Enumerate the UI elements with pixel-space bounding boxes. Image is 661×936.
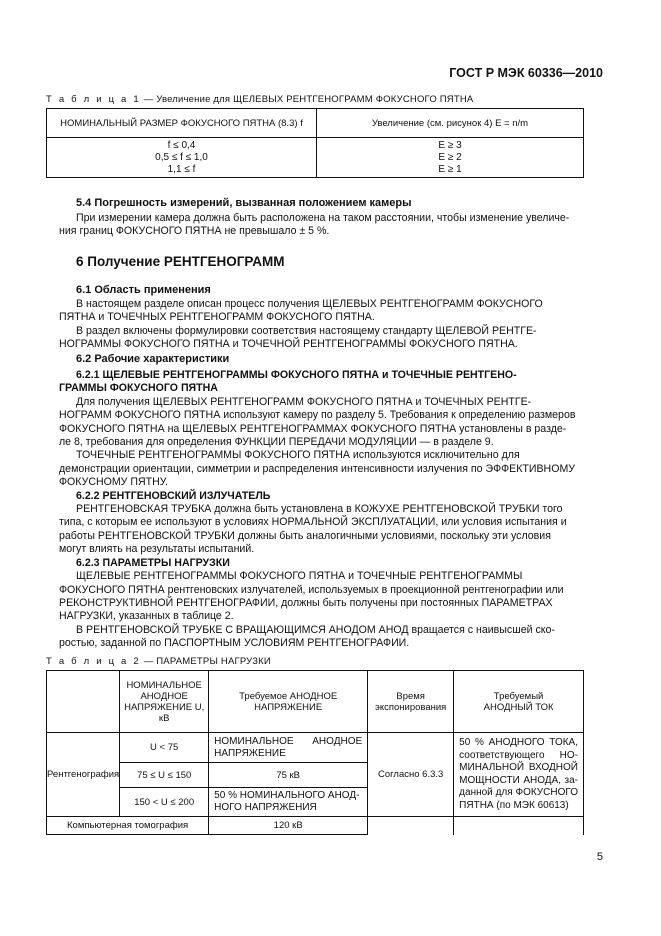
text-line: ния границ ФОКУСНОГО ПЯТНА не превышало ± 5 %. [59, 225, 330, 238]
table2-u-lt-75: U < 75 [120, 733, 209, 763]
text-line: НОГРАММЫ ФОКУСНОГО ПЯТНА и ТОЧЕЧНОЙ РЕНТГЕНОГРАММЫ ФОКУСНОГО ПЯТНА. [59, 338, 518, 351]
text-line: Время [396, 690, 425, 702]
text-line: ФОКУСНОГО ПЯТНА рентгеновских излучателей, используемых в проекционной рентгенографии или [59, 583, 564, 596]
table1-mag-cell [317, 138, 584, 178]
table1-caption-text: — Увеличение для ЩЕЛЕВЫХ РЕНТГЕНОГРАММ ФОКУСНОГО ПЯТНА [140, 94, 474, 105]
subsection-6-2-2-title: 6.2.2 РЕНТГЕНОВСКИЙ ИЗЛУЧАТЕЛЬ [76, 489, 271, 502]
text-line: Требуемое АНОДНОЕ [239, 690, 338, 702]
table2-v-50pct: 50 % НОМИНАЛЬНОГО АНОД-НОГО НАПРЯЖЕНИЯ [209, 788, 368, 817]
subsection-6-2-3-title: 6.2.3 ПАРАМЕТРЫ НАГРУЗКИ [76, 556, 230, 569]
text-line: ПЯТНА и ТОЧЕЧНЫХ РЕНТГЕНОГРАММ ФОКУСНОГО ПЯТНА. [59, 311, 375, 324]
table2 [46, 670, 584, 835]
text-line: В раздел включены формулировки соответствия настоящему стандарту ЩЕЛЕВОЙ РЕНТГЕ- [76, 324, 537, 337]
table-row: E ≥ 2 [438, 151, 462, 163]
text-line: работы РЕНТГЕНОВСКОЙ ТРУБКИ должны быть аналогичными условиями, поскольку эти условия [59, 529, 551, 542]
table2-header-required-voltage [209, 671, 368, 733]
table2-caption-prefix: Т а б л и ц а 2 [46, 656, 141, 667]
table1-caption-prefix: Т а б л и ц а 1 [46, 94, 141, 105]
section-6-1-text [59, 298, 585, 352]
page-number: 5 [596, 851, 603, 863]
text-line: АНОДНОЕ [140, 690, 188, 702]
section-5-4-title: 5.4 Погрешность измерений, вызванная положением камеры [76, 197, 412, 209]
table2-caption-text: — ПАРАМЕТРЫ НАГРУЗКИ [140, 656, 271, 667]
table-row: f ≤ 0,4 [167, 139, 196, 151]
text-line: Для получения ЩЕЛЕВЫХ РЕНТГЕНОГРАММ ФОКУСНОГО ПЯТНА и ТОЧЕЧНЫХ РЕНТГЕ- [76, 395, 532, 408]
text-line: НАГРУЗКИ, указанных в таблице 2. [59, 610, 234, 623]
text-line: ле 8, требования для определения ФУНКЦИИ ПЕРЕДАЧИ МОДУЛЯЦИИ — в разделе 9. [59, 436, 494, 449]
table2-v-75kv: 75 кВ [209, 763, 368, 788]
section-5-4-text [59, 212, 585, 239]
text-line: демонстрации ориентации, симметрии и распределения интенсивности излучения по ЭФФЕКТИВНОМУ [59, 462, 576, 475]
text-line: ЩЕЛЕВЫЕ РЕНТГЕНОГРАММЫ ФОКУСНОГО ПЯТНА и ТОЧЕЧНЫЕ РЕНТГЕНОГРАММЫ [76, 570, 523, 583]
table1-caption [46, 94, 473, 105]
table2-row-ct: Компьютерная томография [47, 817, 209, 835]
table2-row-radiography: Рентгенография [47, 733, 120, 817]
table1-header-magnification: Увеличение (см. рисунок 4) E = n/m [317, 109, 584, 138]
section-6-title: 6 Получение РЕНТГЕНОГРАММ [76, 254, 285, 269]
text-line: В РЕНТГЕНОВСКОЙ ТРУБКЕ С ВРАЩАЮЩИМСЯ АНОДОМ АНОД вращается с наивысшей ско- [76, 623, 555, 636]
text-line: АНОДНЫЙ ТОК [483, 701, 554, 713]
table-row: 1,1 ≤ f [167, 163, 196, 175]
text-line: ростью, заданной по ПАСПОРТНЫМ УСЛОВИЯМ РЕНТГЕНОГРАФИИ. [59, 637, 410, 650]
text-line: экспонирования [375, 701, 447, 713]
text-line: РЕНТГЕНОВСКАЯ ТРУБКА должна быть установлена в КОЖУХЕ РЕНТГЕНОВСКОЙ ТРУБКИ того [76, 503, 563, 516]
table2-required-current: 50 % АНОДНОГО ТОКА, соответствующего НО-МИНАЛЬНОЙ ВХОДНОЙ МОЩНОСТИ АНОДА, за-данной для ФОКУСНОГО ПЯТНА (по МЭК 60613) [454, 733, 584, 817]
table2-header-time [368, 671, 454, 733]
text-line: РЕКОНСТРУКТИВНОЙ РЕНТГЕНОГРАФИИ, должны быть получены при постоянных ПАРАМЕТРАХ [59, 596, 553, 609]
table2-ct-time-empty [368, 817, 454, 835]
table2-u-75-150: 75 ≤ U ≤ 150 [120, 763, 209, 788]
table1-header-size: НОМИНАЛЬНЫЙ РАЗМЕР ФОКУСНОГО ПЯТНА (8.3) f [47, 109, 317, 138]
text-line: НАПРЯЖЕНИЕ U, [124, 701, 205, 713]
text-line: НОГРАММ ФОКУСНОГО ПЯТНА используют камеру по разделу 5. Требования к определению размеров [59, 409, 576, 422]
text-line: ФОКУСНОГО ПЯТНА на ЩЕЛЕВЫХ РЕНТГЕНОГРАММАХ ФОКУСНОГО ПЯТНА установлены в разде- [59, 422, 567, 435]
table2-header-voltage [120, 671, 209, 733]
table-row: E ≥ 3 [438, 139, 462, 151]
text-line: Требуемый [493, 690, 544, 702]
text-line: могут влиять на результаты испытаний. [59, 543, 255, 556]
text-line: В настоящем разделе описан процесс получения ЩЕЛЕВЫХ РЕНТГЕНОГРАММ ФОКУСНОГО [76, 298, 543, 310]
text-line: кВ [158, 712, 170, 724]
subsection-6-2-1-title: ГРАММЫ ФОКУСНОГО ПЯТНА [59, 382, 218, 395]
text-line: При измерении камера должна быть расположена на таком расстоянии, чтобы изменение увеличе- [76, 212, 570, 224]
text-line: ТОЧЕЧНЫЕ РЕНТГЕНОГРАММЫ ФОКУСНОГО ПЯТНА используются исключительно для [76, 449, 520, 462]
table2-ct-current-empty [454, 817, 584, 835]
table2-u-150-200: 150 < U ≤ 200 [120, 788, 209, 817]
document-id: ГОСТ Р МЭК 60336—2010 [449, 66, 603, 80]
section-6-2-title: 6.2 Рабочие характеристики [76, 353, 230, 365]
table2-v-120kv: 120 кВ [209, 817, 368, 835]
table2-header-current [454, 671, 584, 733]
text-line: ФОКУСНОМУ ПЯТНУ. [59, 476, 169, 489]
section-6-1-title: 6.1 Область применения [76, 284, 211, 296]
table-row: E ≥ 1 [438, 163, 462, 175]
table-row: 0,5 ≤ f ≤ 1,0 [155, 151, 208, 163]
table1 [46, 108, 584, 178]
text-line: типа, с которым ее используют в условиях НОРМАЛЬНОЙ ЭКСПЛУАТАЦИИ, или условия испытания и [59, 516, 567, 529]
table2-v-nominal: НОМИНАЛЬНОЕ АНОДНОЕ НАПРЯЖЕНИЕ [209, 733, 368, 763]
subsection-6-2-1-title: 6.2.1 ЩЕЛЕВЫЕ РЕНТГЕНОГРАММЫ ФОКУСНОГО ПЯТНА и ТОЧЕЧНЫЕ РЕНТГЕНО- [76, 369, 517, 381]
table2-header-blank [47, 671, 120, 733]
section-6-2-text [59, 369, 585, 651]
text-line: НОМИНАЛЬНОЕ [126, 679, 202, 691]
table2-exposure-time: Согласно 6.3.3 [368, 733, 454, 817]
table1-size-cell [47, 138, 317, 178]
table2-caption [46, 656, 271, 667]
text-line: НАПРЯЖЕНИЕ [254, 701, 323, 713]
